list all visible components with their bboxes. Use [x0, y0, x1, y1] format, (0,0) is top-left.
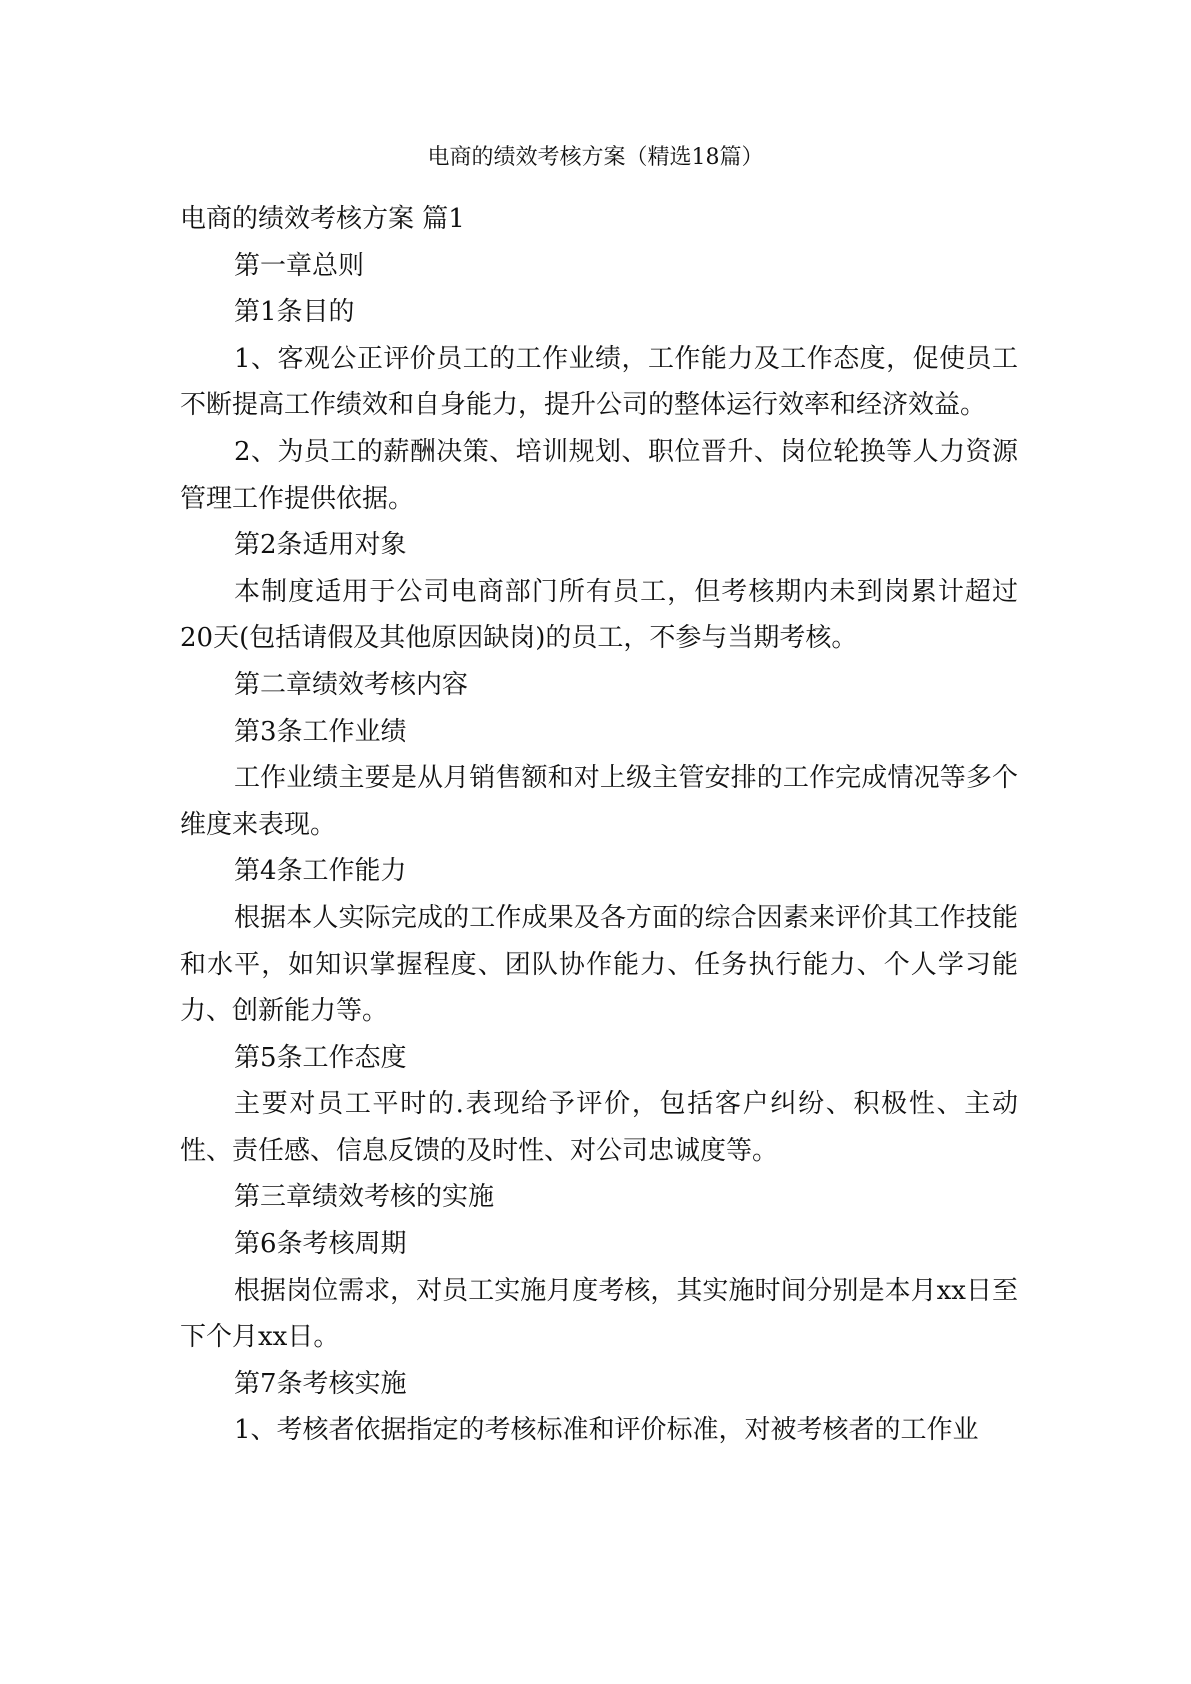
paragraph: 2、为员工的薪酬决策、培训规划、职位晋升、岗位轮换等人力资源管理工作提供依据。: [180, 436, 1018, 514]
article-heading: 第4条工作能力: [234, 856, 407, 887]
paragraph: 本制度适用于公司电商部门所有员工，但考核期内未到岗累计超过20天(包括请假及其他原因缺岗)的员工，不参与当期考核。: [180, 576, 1018, 654]
article-heading: 第2条适用对象: [234, 530, 407, 561]
article-heading: 第1条目的: [234, 297, 355, 328]
chapter-heading: 第二章绩效考核内容: [234, 669, 469, 700]
chapter-heading: 第一章总则: [234, 250, 365, 281]
document-body: [180, 196, 1018, 1454]
article-heading: 第7条考核实施: [234, 1368, 407, 1399]
paragraph: 1、客观公正评价员工的工作业绩，工作能力及工作态度，促使员工不断提高工作绩效和自身能力，提升公司的整体运行效率和经济效益。: [180, 343, 1018, 421]
article-heading: 第3条工作业绩: [234, 716, 407, 747]
article-heading: 第5条工作态度: [234, 1042, 407, 1073]
section-heading: 电商的绩效考核方案 篇1: [180, 204, 465, 234]
chapter-heading: 第三章绩效考核的实施: [234, 1182, 495, 1213]
paragraph: 主要对员工平时的.表现给予评价，包括客户纠纷、积极性、主动性、责任感、信息反馈的及时性、对公司忠诚度等。: [180, 1089, 1018, 1166]
paragraph: 工作业绩主要是从月销售额和对上级主管安排的工作完成情况等多个维度来表现。: [180, 763, 1018, 840]
paragraph: 根据岗位需求，对员工实施月度考核，其实施时间分别是本月xx日至下个月xx日。: [180, 1275, 1018, 1353]
paragraph: 根据本人实际完成的工作成果及各方面的综合因素来评价其工作技能和水平，如知识掌握程度、团队协作能力、任务执行能力、个人学习能力、创新能力等。: [180, 902, 1018, 1027]
paragraph: 1、考核者依据指定的考核标准和评价标准，对被考核者的工作业: [234, 1415, 979, 1446]
document-title: 电商的绩效考核方案（精选18篇）: [427, 145, 764, 170]
article-heading: 第6条考核周期: [234, 1229, 407, 1260]
